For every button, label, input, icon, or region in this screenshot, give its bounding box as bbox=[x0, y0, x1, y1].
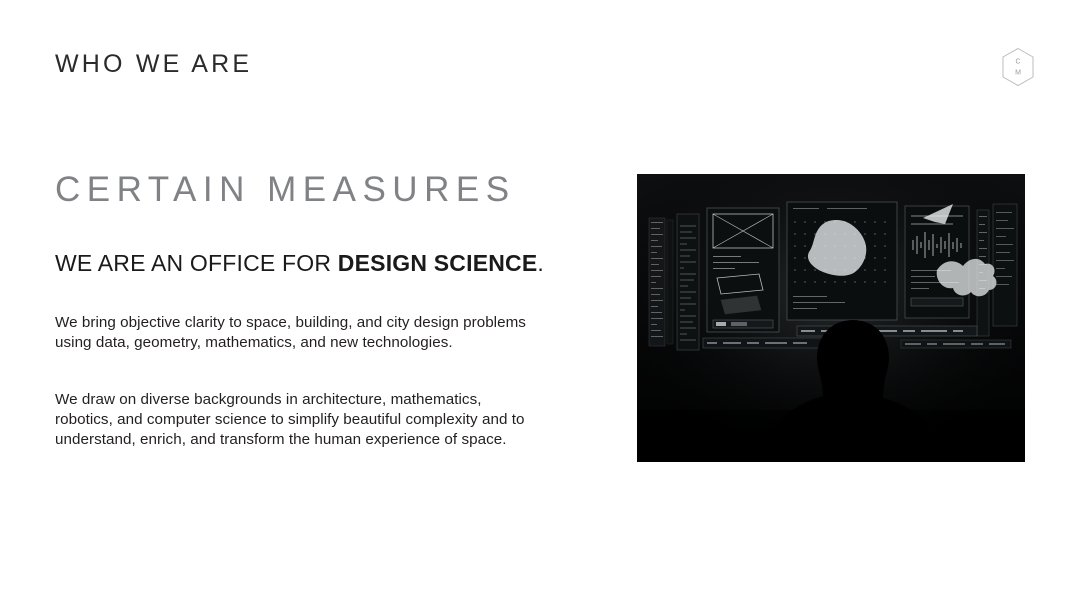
subheadline bbox=[55, 250, 544, 277]
subheadline-prefix: WE ARE AN OFFICE FOR bbox=[55, 250, 338, 276]
dark-control-room-photo bbox=[637, 174, 1025, 462]
svg-text:M: M bbox=[1015, 69, 1021, 77]
headline-certain-measures: CERTAIN MEASURES bbox=[55, 170, 516, 209]
subheadline-emphasis: DESIGN SCIENCE bbox=[337, 250, 538, 276]
body-paragraph-1: We bring objective clarity to space, building, and city design problems using data, geometry, mathematics, and new technologies. bbox=[55, 314, 526, 351]
svg-text:C: C bbox=[1015, 58, 1021, 66]
body-paragraph-2: We draw on diverse backgrounds in architecture, mathematics, robotics, and computer science to simplify beautiful complexity and to understand, enrich, and transform the human experience of space. bbox=[55, 391, 525, 448]
page-title: WHO WE ARE bbox=[55, 50, 253, 78]
certain-measures-hexagon-logo[interactable] bbox=[1001, 47, 1035, 87]
subheadline-suffix: . bbox=[537, 250, 545, 276]
